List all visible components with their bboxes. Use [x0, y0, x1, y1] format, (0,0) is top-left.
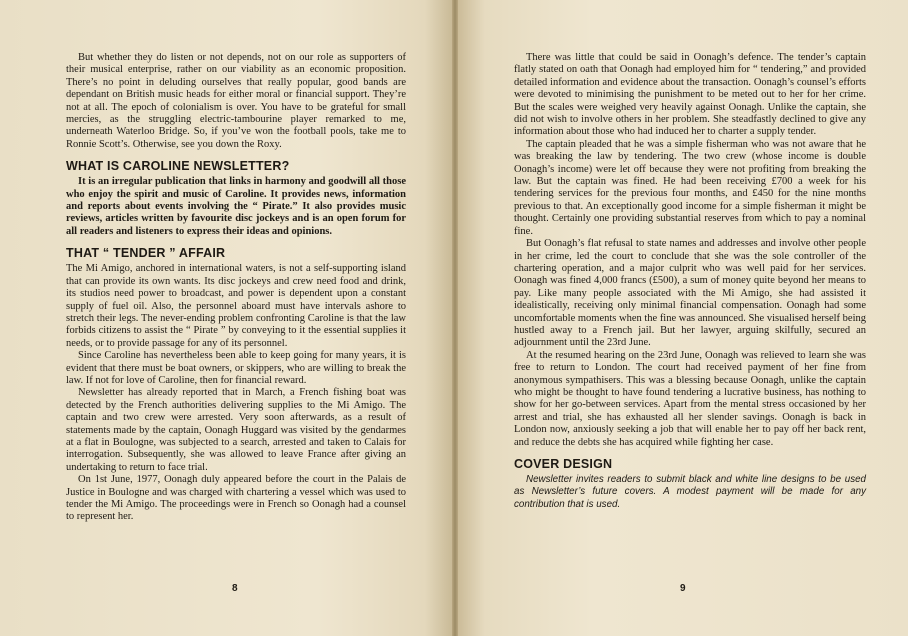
affair-paragraph: On 1st June, 1977, Oonagh duly appeared before the court in the Palais de Justice in Boulogne and was charged with chartering a vessel which was used to tender the Mi Amigo. The proceedings were in French so Oonagh had a counsel to represent her.	[66, 474, 406, 523]
page-number: 9	[680, 583, 686, 594]
affair-paragraph: Since Caroline has nevertheless been able to keep going for many years, it is evident that there must be boat owners, or skippers, who are willing to break the law. If not for love of Caroline, then for financial reward.	[66, 350, 406, 386]
heading-cover-design: COVER DESIGN	[514, 457, 613, 471]
intro-paragraph: But whether they do listen or not depends, not on our role as supporters of their musical enterprise, rather on our viability as an economic proposition. There’s no point in deluding ourselves that really popular, good bands are dependant on British music heads for either moral or financial support. They’re not at all. The epoch of colonialism is over. You have to be grateful for small mercies, as the struggling electric-tambourine player remarked to me, underneath Waterloo Bridge. So, if you’ve won the football pools, take me to Ronnie Scott’s. Otherwise, see you down the Roxy.	[66, 52, 406, 150]
body-paragraph: At the resumed hearing on the 23rd June, Oonagh was relieved to learn she was free to return to London. The court had received payment of her fine from anonymous sympathisers. This was a blessing because Oonagh, unlike the captain who might be thought to have found tendering a lucrative business, has nothing to show for her go-between services. Apart from the mental stress occasioned by her arrest and trial, she has exhausted all her slender savings. Oonagh is back in London now, anxiously seeking a job that will enable her to pay off her back rent, and reduce the debts she has acquired while fighting her case.	[514, 349, 866, 448]
right-page	[458, 0, 908, 636]
body-paragraph: There was little that could be said in Oonagh’s defence. The tender’s captain flatly stated on oath that Oonagh had employed him for “ tendering,” and provided detailed information and evidence about the transaction. Oonagh’s counsel’s efforts were devoted to minimising the punishment to be meted out to her for her crime. But the scales were weighed very heavily against Oonagh. Unlike the captain, she did not wish to involve others in her problem. She steadfastly declined to give any information about those who had induced her to charter a supply tender.	[514, 52, 866, 138]
body-paragraph: The captain pleaded that he was a simple fisherman who was not aware that he was breaking the law by tendering. The two crew (whose income is double Oonagh’s income) were let off because they were not profiting from breaking the law. But the captain was fined. He had been receiving £700 a week for his tendering services for the previous four months, and £450 for the nine months previous to that. An exceptionally good income for a simple fisherman it might be thought. Certainly one providing substantial reserves from which to pay a nominal fine.	[514, 138, 866, 237]
cover-design-paragraph: Newsletter invites readers to submit black and white line designs to be used as Newsletter’s future covers. A modest payment will be made for any contribution that is used.	[514, 474, 866, 510]
body-paragraph: But Oonagh’s flat refusal to state names and addresses and involve other people in her crime, led the court to conclude that she was the sole controller of the chartering operation, and a major culprit who was well paid for her services. Oonagh was fined 4,000 francs (£500), a sum of money quite beyond her means to pay. Like many people associated with the Mi Amigo, she had assisted it idealistically, receiving only minimal financial compensation. Oonagh had some uncomfortable moments when the fine was announced. She visualised herself being hustled away to a French jail. But her lawyer, arguing skilfully, secured an adjournment until the 23rd June.	[514, 238, 866, 349]
what-is-paragraph: It is an irregular publication that links in harmony and goodwill all those who enjoy the spirit and music of Caroline. It provides news, information and reports about events involving the “ Pirate.” It also provides music reviews, articles written by favourite disc jockeys and is an open forum for all readers and listeners to express their ideas and opinions.	[66, 176, 406, 237]
left-page	[0, 0, 452, 636]
heading-what-is-newsletter: WHAT IS CAROLINE NEWSLETTER?	[66, 159, 290, 174]
page-number: 8	[232, 583, 238, 594]
heading-tender-affair: THAT “ TENDER ” AFFAIR	[66, 246, 226, 261]
affair-paragraph: Newsletter has already reported that in March, a French fishing boat was detected by the French authorities delivering supplies to the Mi Amigo. The captain and two crew were arrested. Very soon afterwards, as a result of statements made by the captain, Oonagh Huggard was visited by the gendarmes at a flat in Boulogne, was subjected to a search, arrested and taken to Calais for interrogation. Subsequently, she was allowed to leave France after giving an undertaking to return to face trial.	[66, 387, 406, 473]
affair-paragraph: The Mi Amigo, anchored in international waters, is not a self-supporting island that can provide its own wants. Its disc jockeys and crew need food and drink, its studios need power to broadcast, and power is dependent upon a constant supply of fuel oil. Also, the personnel aboard must have intervals ashore to stretch their legs. The never-ending problem confronting Caroline is that the law forbids citizens to assist the “ Pirate ” by conveying to it the essential supplies it needs, or to provide passage for any of its personnel.	[66, 263, 406, 349]
